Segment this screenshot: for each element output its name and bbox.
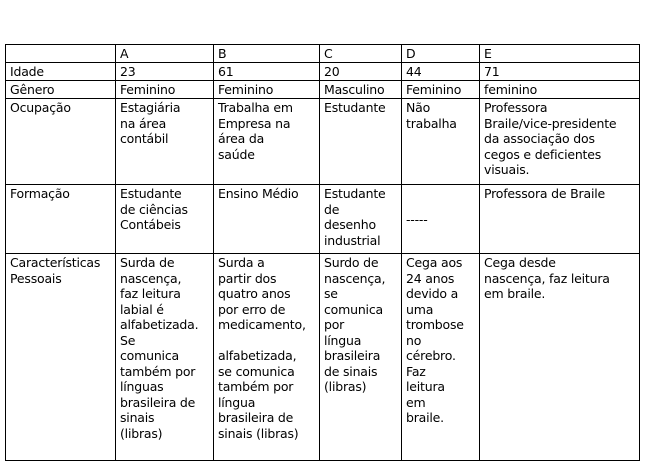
cell-formacao-d: ----- xyxy=(402,185,480,254)
cell-formacao-e: Professora de Braile xyxy=(480,185,640,254)
header-cell-empty xyxy=(6,45,116,63)
header-cell-e: E xyxy=(480,45,640,63)
header-cell-c: C xyxy=(320,45,402,63)
cell-formacao-c: Estudante de desenho industrial xyxy=(320,185,402,254)
cell-formacao-b: Ensino Médio xyxy=(214,185,320,254)
cell-ocupacao-d: Não trabalha xyxy=(402,99,480,185)
header-cell-b: B xyxy=(214,45,320,63)
cell-ocupacao-b: Trabalha em Empresa na área da saúde xyxy=(214,99,320,185)
header-cell-d: D xyxy=(402,45,480,63)
cell-genero-d: Feminino xyxy=(402,81,480,99)
row-label-genero: Gênero xyxy=(6,81,116,99)
row-genero xyxy=(6,81,640,99)
cell-idade-d: 44 xyxy=(402,63,480,81)
cell-idade-a: 23 xyxy=(116,63,214,81)
header-cell-a: A xyxy=(116,45,214,63)
profiles-table xyxy=(5,44,640,461)
row-formacao xyxy=(6,185,640,254)
cell-genero-c: Masculino xyxy=(320,81,402,99)
row-label-idade: Idade xyxy=(6,63,116,81)
cell-formacao-a: Estudante de ciências Contábeis xyxy=(116,185,214,254)
cell-caracteristicas-e: Cega desde nascença, faz leitura em braile. xyxy=(480,254,640,461)
row-label-caracteristicas: Características Pessoais xyxy=(6,254,116,461)
row-idade xyxy=(6,63,640,81)
cell-caracteristicas-c: Surdo de nascença, se comunica por língua brasileira de sinais (libras) xyxy=(320,254,402,461)
cell-caracteristicas-a: Surda de nascença, faz leitura labial é alfabetizada. Se comunica também por línguas brasileira de sinais (libras) xyxy=(116,254,214,461)
header-row xyxy=(6,45,640,63)
cell-genero-b: Feminino xyxy=(214,81,320,99)
cell-caracteristicas-d: Cega aos 24 anos devido a uma trombose no cérebro. Faz leitura em braile. xyxy=(402,254,480,461)
cell-idade-b: 61 xyxy=(214,63,320,81)
row-ocupacao xyxy=(6,99,640,185)
cell-ocupacao-e: Professora Braile/vice-presidente da associação dos cegos e deficientes visuais. xyxy=(480,99,640,185)
row-label-formacao: Formação xyxy=(6,185,116,254)
cell-caracteristicas-b: Surda a partir dos quatro anos por erro de medicamento, alfabetizada, se comunica também por língua brasileira de sinais (libras) xyxy=(214,254,320,461)
row-caracteristicas xyxy=(6,254,640,461)
cell-ocupacao-a: Estagiária na área contábil xyxy=(116,99,214,185)
cell-ocupacao-c: Estudante xyxy=(320,99,402,185)
cell-genero-e: feminino xyxy=(480,81,640,99)
row-label-ocupacao: Ocupação xyxy=(6,99,116,185)
cell-idade-e: 71 xyxy=(480,63,640,81)
cell-genero-a: Feminino xyxy=(116,81,214,99)
cell-idade-c: 20 xyxy=(320,63,402,81)
